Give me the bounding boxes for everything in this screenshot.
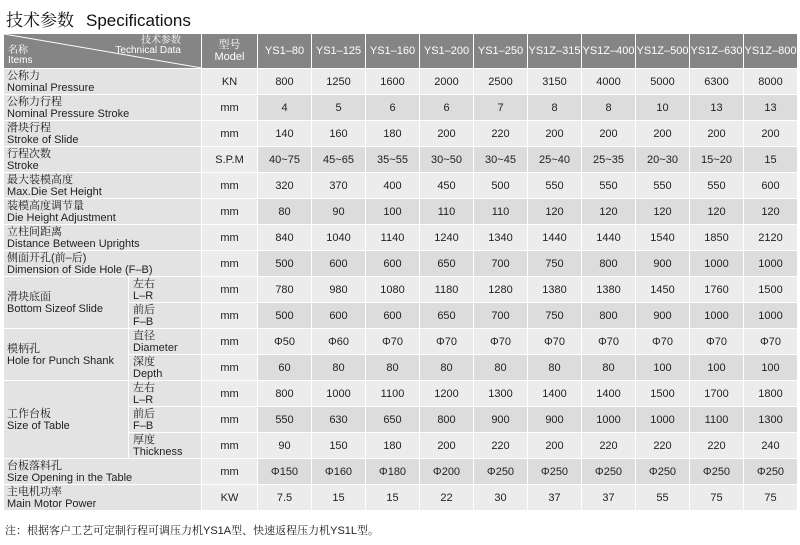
value-cell: Φ180 (366, 459, 420, 485)
table-row (4, 147, 798, 173)
value-cell: 1340 (474, 225, 528, 251)
value-cell: 30~45 (474, 147, 528, 173)
header-technical-data (115, 36, 181, 56)
value-cell: 80 (258, 199, 312, 225)
value-cell: 2500 (474, 69, 528, 95)
value-cell: 1200 (420, 381, 474, 407)
group-label-cn: 滑块底面 (7, 290, 51, 303)
value-cell: 6 (420, 95, 474, 121)
unit-cell: mm (202, 303, 258, 329)
value-cell: 55 (636, 485, 690, 511)
sub-label (129, 303, 202, 329)
row-label-cn: 侧面开孔(前–后) (7, 251, 87, 264)
value-cell: 600 (366, 251, 420, 277)
value-cell: 370 (312, 173, 366, 199)
value-cell: 200 (744, 121, 798, 147)
footnote: 注：根据客户工艺可定制行程可调压力机YS1A型、快速返程压力机YS1L型。 (5, 525, 380, 537)
sub-label (129, 355, 202, 381)
model-header: YS1–125 (312, 34, 366, 69)
value-cell: 550 (690, 173, 744, 199)
sub-label (129, 329, 202, 355)
row-label (4, 459, 202, 485)
table-row (4, 277, 798, 303)
value-cell: Φ50 (258, 329, 312, 355)
value-cell: Φ70 (528, 329, 582, 355)
value-cell: 1700 (690, 381, 744, 407)
value-cell: 2120 (744, 225, 798, 251)
value-cell: 1180 (420, 277, 474, 303)
value-cell: 5000 (636, 69, 690, 95)
value-cell: 25~35 (582, 147, 636, 173)
row-label (4, 225, 202, 251)
table-row (4, 381, 798, 407)
value-cell: 90 (258, 433, 312, 459)
value-cell: 1400 (582, 381, 636, 407)
sub-label-cn: 前后 (133, 407, 155, 420)
value-cell: 80 (312, 355, 366, 381)
group-label-en: Hole for Punch Shank (7, 354, 115, 367)
value-cell: 25~40 (528, 147, 582, 173)
value-cell: 600 (366, 303, 420, 329)
value-cell: 7 (474, 95, 528, 121)
value-cell: 500 (258, 251, 312, 277)
value-cell: 80 (420, 355, 474, 381)
value-cell: 200 (528, 121, 582, 147)
value-cell: 4 (258, 95, 312, 121)
value-cell: 15 (312, 485, 366, 511)
value-cell: 220 (636, 433, 690, 459)
value-cell: 200 (636, 121, 690, 147)
value-cell: Φ70 (744, 329, 798, 355)
table-row (4, 199, 798, 225)
value-cell: 110 (420, 199, 474, 225)
value-cell: 320 (258, 173, 312, 199)
value-cell: 37 (582, 485, 636, 511)
value-cell: 800 (420, 407, 474, 433)
value-cell: 1380 (528, 277, 582, 303)
unit-cell: mm (202, 381, 258, 407)
value-cell: 160 (312, 121, 366, 147)
value-cell: 75 (690, 485, 744, 511)
sub-label-cn: 厚度 (133, 433, 155, 446)
value-cell: 400 (366, 173, 420, 199)
value-cell: 1540 (636, 225, 690, 251)
row-label-cn: 台板落料孔 (7, 459, 62, 472)
value-cell: Φ250 (582, 459, 636, 485)
table-row (4, 121, 798, 147)
value-cell: 150 (312, 433, 366, 459)
value-cell: Φ70 (366, 329, 420, 355)
value-cell: 60 (258, 355, 312, 381)
value-cell: 140 (258, 121, 312, 147)
value-cell: 120 (744, 199, 798, 225)
row-label-cn: 公称力行程 (7, 95, 62, 108)
value-cell: 40~75 (258, 147, 312, 173)
value-cell: 550 (528, 173, 582, 199)
unit-cell: KN (202, 69, 258, 95)
sub-label-cn: 左右 (133, 381, 155, 394)
row-label-cn: 主电机功率 (7, 485, 62, 498)
value-cell: 22 (420, 485, 474, 511)
row-label (4, 485, 202, 511)
value-cell: 3150 (528, 69, 582, 95)
value-cell: 20~30 (636, 147, 690, 173)
value-cell: 750 (528, 251, 582, 277)
table-row (4, 69, 798, 95)
model-header: YS1Z–400 (582, 34, 636, 69)
value-cell: 8 (582, 95, 636, 121)
value-cell: Φ70 (690, 329, 744, 355)
value-cell: 840 (258, 225, 312, 251)
unit-cell: mm (202, 433, 258, 459)
group-label (4, 277, 129, 329)
value-cell: Φ250 (690, 459, 744, 485)
value-cell: 220 (690, 433, 744, 459)
value-cell: 15~20 (690, 147, 744, 173)
row-label-en: Distance Between Uprights (7, 237, 140, 250)
value-cell: 240 (744, 433, 798, 459)
value-cell: 10 (636, 95, 690, 121)
value-cell: 7.5 (258, 485, 312, 511)
value-cell: 750 (528, 303, 582, 329)
value-cell: 30 (474, 485, 528, 511)
value-cell: 600 (744, 173, 798, 199)
unit-cell: mm (202, 121, 258, 147)
table-row (4, 251, 798, 277)
value-cell: 100 (636, 355, 690, 381)
value-cell: 630 (312, 407, 366, 433)
title-cn: 技术参数 (6, 11, 74, 30)
table-row (4, 485, 798, 511)
value-cell: 200 (582, 121, 636, 147)
value-cell: 15 (744, 147, 798, 173)
title-en: Specifications (86, 11, 191, 30)
unit-cell: mm (202, 459, 258, 485)
header-corner-cell (4, 34, 202, 69)
model-header: YS1Z–315 (528, 34, 582, 69)
value-cell: 900 (636, 251, 690, 277)
sub-label (129, 277, 202, 303)
model-header: YS1Z–500 (636, 34, 690, 69)
row-label (4, 121, 202, 147)
value-cell: 1000 (744, 251, 798, 277)
value-cell: Φ250 (474, 459, 528, 485)
unit-cell: mm (202, 277, 258, 303)
sub-label-cn: 直径 (133, 329, 155, 342)
row-label (4, 95, 202, 121)
value-cell: Φ160 (312, 459, 366, 485)
value-cell: 80 (474, 355, 528, 381)
unit-cell: mm (202, 173, 258, 199)
value-cell: 100 (744, 355, 798, 381)
value-cell: 75 (744, 485, 798, 511)
model-header: YS1–160 (366, 34, 420, 69)
group-label-cn: 模柄孔 (7, 342, 40, 355)
value-cell: 1000 (690, 303, 744, 329)
value-cell: 180 (366, 433, 420, 459)
row-label-cn: 公称力 (7, 69, 40, 82)
unit-cell: S.P.M (202, 147, 258, 173)
sub-label-en: Diameter (133, 341, 178, 354)
spec-table (3, 33, 798, 511)
value-cell: 550 (258, 407, 312, 433)
value-cell: 30~50 (420, 147, 474, 173)
unit-cell: mm (202, 251, 258, 277)
model-header: YS1–80 (258, 34, 312, 69)
value-cell: 1000 (690, 251, 744, 277)
value-cell: 1100 (690, 407, 744, 433)
value-cell: 120 (690, 199, 744, 225)
header-model-en: Model (214, 51, 245, 63)
row-label-en: Main Motor Power (7, 497, 97, 510)
value-cell: 1250 (312, 69, 366, 95)
sub-label-cn: 深度 (133, 355, 155, 368)
value-cell: Φ60 (312, 329, 366, 355)
sub-label-cn: 左右 (133, 277, 155, 290)
value-cell: 1040 (312, 225, 366, 251)
value-cell: Φ70 (582, 329, 636, 355)
unit-cell: mm (202, 225, 258, 251)
value-cell: 600 (312, 303, 366, 329)
value-cell: 650 (366, 407, 420, 433)
value-cell: 45~65 (312, 147, 366, 173)
sub-label (129, 433, 202, 459)
row-label-en: Stroke of Slide (7, 133, 79, 146)
header-model-cn: 型号 (218, 39, 241, 51)
value-cell: 220 (474, 121, 528, 147)
value-cell: 1100 (366, 381, 420, 407)
unit-cell: mm (202, 407, 258, 433)
value-cell: 1800 (744, 381, 798, 407)
model-header: YS1Z–630 (690, 34, 744, 69)
value-cell: 13 (744, 95, 798, 121)
sub-label-en: Thickness (133, 445, 183, 458)
value-cell: 1760 (690, 277, 744, 303)
value-cell: Φ70 (636, 329, 690, 355)
sub-label-en: F–B (133, 419, 154, 432)
sub-label-en: L–R (133, 393, 154, 406)
group-label-en: Bottom Sizeof Slide (7, 302, 103, 315)
row-label-en: Size Opening in the Table (7, 471, 133, 484)
value-cell: 110 (474, 199, 528, 225)
value-cell: 1140 (366, 225, 420, 251)
table-header-row (4, 34, 798, 69)
value-cell: 650 (420, 303, 474, 329)
value-cell: Φ250 (744, 459, 798, 485)
value-cell: Φ250 (636, 459, 690, 485)
value-cell: 1380 (582, 277, 636, 303)
value-cell: 450 (420, 173, 474, 199)
value-cell: 1440 (528, 225, 582, 251)
sub-label (129, 381, 202, 407)
value-cell: Φ70 (474, 329, 528, 355)
value-cell: 80 (582, 355, 636, 381)
value-cell: 2000 (420, 69, 474, 95)
value-cell: 35~55 (366, 147, 420, 173)
header-items (8, 46, 32, 66)
value-cell: 15 (366, 485, 420, 511)
row-label-cn: 滑块行程 (7, 121, 51, 134)
row-label-en: Dimension of Side Hole (F–B) (7, 263, 153, 276)
value-cell: 80 (528, 355, 582, 381)
value-cell: 120 (528, 199, 582, 225)
value-cell: 37 (528, 485, 582, 511)
model-header: YS1–250 (474, 34, 528, 69)
value-cell: 1240 (420, 225, 474, 251)
value-cell: Φ200 (420, 459, 474, 485)
value-cell: 600 (312, 251, 366, 277)
value-cell: 780 (258, 277, 312, 303)
value-cell: 800 (258, 381, 312, 407)
value-cell: 900 (528, 407, 582, 433)
value-cell: 6300 (690, 69, 744, 95)
sub-label (129, 407, 202, 433)
value-cell: 550 (582, 173, 636, 199)
value-cell: 180 (366, 121, 420, 147)
value-cell: 1500 (636, 381, 690, 407)
row-label-en: Stroke (7, 159, 39, 172)
value-cell: 120 (636, 199, 690, 225)
value-cell: 800 (258, 69, 312, 95)
value-cell: 5 (312, 95, 366, 121)
sub-label-en: F–B (133, 315, 154, 328)
value-cell: 1000 (744, 303, 798, 329)
row-label (4, 199, 202, 225)
header-items-en: Items (8, 55, 33, 66)
value-cell: 900 (636, 303, 690, 329)
value-cell: 1300 (744, 407, 798, 433)
value-cell: 1300 (474, 381, 528, 407)
header-corner (4, 34, 201, 68)
value-cell: 90 (312, 199, 366, 225)
value-cell: 500 (258, 303, 312, 329)
value-cell: Φ150 (258, 459, 312, 485)
value-cell: 900 (474, 407, 528, 433)
value-cell: 1000 (636, 407, 690, 433)
value-cell: 800 (582, 251, 636, 277)
value-cell: Φ250 (528, 459, 582, 485)
group-label-cn: 工作台板 (7, 407, 51, 420)
value-cell: 1000 (582, 407, 636, 433)
group-label-en: Size of Table (7, 419, 70, 432)
value-cell: 1280 (474, 277, 528, 303)
value-cell: 4000 (582, 69, 636, 95)
table-row (4, 225, 798, 251)
value-cell: 200 (420, 121, 474, 147)
sub-label-cn: 前后 (133, 303, 155, 316)
value-cell: 200 (690, 121, 744, 147)
value-cell: 1400 (528, 381, 582, 407)
unit-cell: mm (202, 95, 258, 121)
value-cell: 500 (474, 173, 528, 199)
sub-label-en: Depth (133, 367, 163, 380)
value-cell: 980 (312, 277, 366, 303)
header-tech-en: Technical Data (115, 45, 181, 56)
row-label-en: Die Height Adjustment (7, 211, 116, 224)
table-row (4, 459, 798, 485)
value-cell: 800 (582, 303, 636, 329)
row-label-cn: 装模高度调节量 (7, 199, 84, 212)
row-label-cn: 行程次数 (7, 147, 51, 160)
group-label (4, 329, 129, 381)
value-cell: 700 (474, 303, 528, 329)
value-cell: 1450 (636, 277, 690, 303)
sub-label-en: L–R (133, 289, 154, 302)
row-label (4, 147, 202, 173)
value-cell: 220 (474, 433, 528, 459)
header-tech-cn: 技术参数 (141, 35, 181, 46)
unit-cell: mm (202, 355, 258, 381)
value-cell: 1080 (366, 277, 420, 303)
row-label-en: Max.Die Set Height (7, 185, 102, 198)
value-cell: 100 (366, 199, 420, 225)
value-cell: 6 (366, 95, 420, 121)
value-cell: 100 (690, 355, 744, 381)
unit-cell: mm (202, 199, 258, 225)
value-cell: 200 (420, 433, 474, 459)
value-cell: 1600 (366, 69, 420, 95)
unit-cell: mm (202, 329, 258, 355)
value-cell: 550 (636, 173, 690, 199)
row-label-en: Nominal Pressure (7, 81, 95, 94)
header-model-cell (202, 34, 258, 69)
group-label (4, 381, 129, 459)
table-row (4, 95, 798, 121)
value-cell: 220 (582, 433, 636, 459)
value-cell: Φ70 (420, 329, 474, 355)
row-label-en: Nominal Pressure Stroke (7, 107, 130, 120)
value-cell: 8000 (744, 69, 798, 95)
table-row (4, 329, 798, 355)
row-label (4, 251, 202, 277)
value-cell: 1850 (690, 225, 744, 251)
value-cell: 8 (528, 95, 582, 121)
model-header: YS1–200 (420, 34, 474, 69)
value-cell: 650 (420, 251, 474, 277)
value-cell: 80 (366, 355, 420, 381)
model-header: YS1Z–800 (744, 34, 798, 69)
unit-cell: KW (202, 485, 258, 511)
header-items-cn: 名称 (8, 45, 28, 56)
value-cell: 120 (582, 199, 636, 225)
value-cell: 13 (690, 95, 744, 121)
row-label-cn: 最大装模高度 (7, 173, 73, 186)
value-cell: 1500 (744, 277, 798, 303)
row-label (4, 173, 202, 199)
value-cell: 700 (474, 251, 528, 277)
value-cell: 1000 (312, 381, 366, 407)
row-label (4, 69, 202, 95)
row-label-cn: 立柱间距离 (7, 225, 62, 238)
page-title (6, 6, 191, 31)
value-cell: 1440 (582, 225, 636, 251)
value-cell: 200 (528, 433, 582, 459)
table-row (4, 173, 798, 199)
